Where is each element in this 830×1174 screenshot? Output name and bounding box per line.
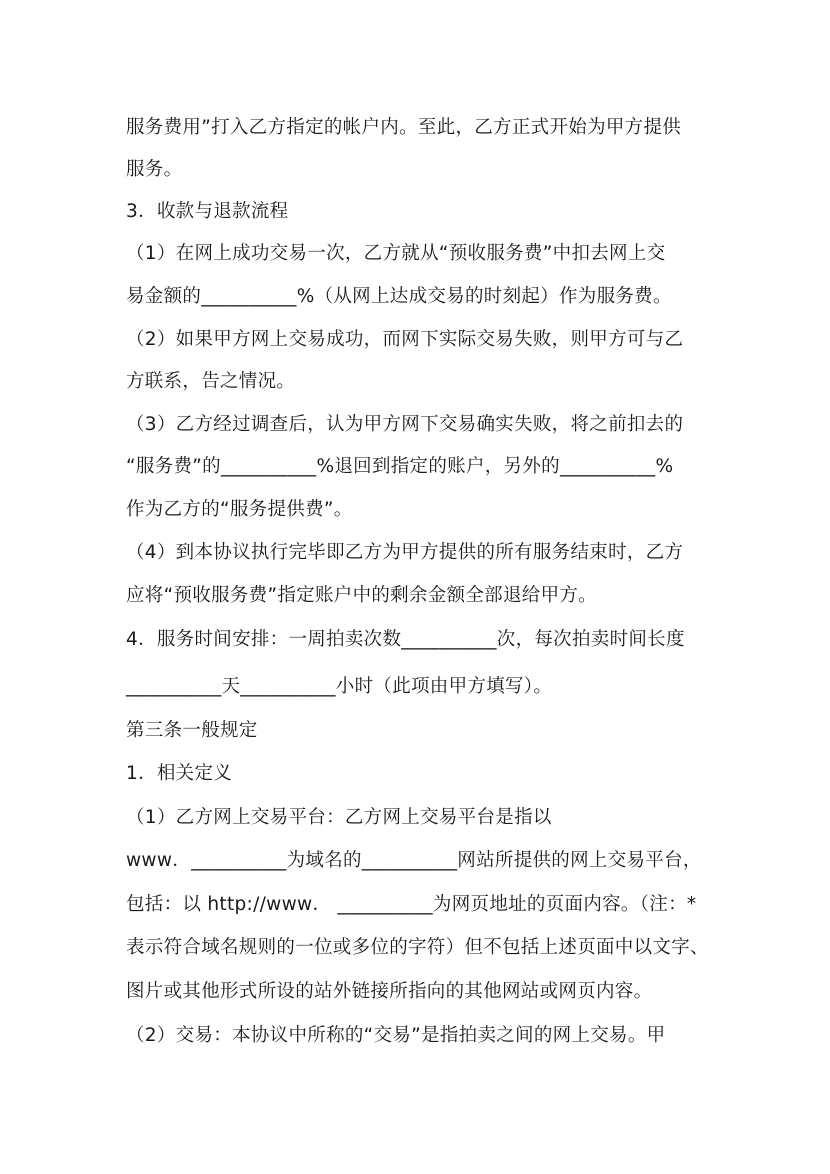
text-line: （3）乙方经过调查后，认为甲方网下交易确实失败，将之前扣去的 [126, 414, 684, 435]
text-line: 图片或其他形式所设的站外链接所指向的其他网站或网页内容。 [126, 981, 653, 1002]
text-line: www．__________为域名的__________网站所提供的网上交易平台， [126, 850, 702, 871]
text-line: “服务费”的__________%退回到指定的账户，另外的__________% [126, 456, 674, 477]
text-line: （2）交易：本协议中所称的“交易”是指拍卖之间的网上交易。甲 [126, 1025, 666, 1046]
text-line: 应将“预收服务费”指定账户中的剩余金额全部退给甲方。 [126, 585, 597, 606]
text-line: 包括：以 http://www． __________为网页地址的页面内容。（注：* [126, 894, 697, 915]
text-line: （1）在网上成功交易一次，乙方就从“预收服务费”中扣去网上交 [126, 243, 666, 264]
article-heading: 第三条一般规定 [126, 720, 258, 741]
text-line: （1）乙方网上交易平台：乙方网上交易平台是指以 [126, 807, 552, 828]
text-line: 服务。 [126, 159, 183, 180]
text-line: （2）如果甲方网上交易成功，而网下实际交易失败，则甲方可与乙 [126, 329, 684, 350]
text-line: （4）到本协议执行完毕即乙方为甲方提供的所有服务结束时，乙方 [126, 542, 684, 563]
text-line: 服务费用”打入乙方指定的帐户内。至此，乙方正式开始为甲方提供 [126, 117, 682, 138]
section-heading: 1．相关定义 [126, 763, 233, 784]
text-line: __________天__________小时（此项由甲方填写）。 [126, 676, 553, 697]
section-heading: 4．服务时间安排：一周拍卖次数__________次，每次拍卖时间长度 [126, 629, 685, 650]
text-line: 作为乙方的“服务提供费”。 [126, 499, 353, 520]
section-heading: 3．收款与退款流程 [126, 201, 289, 222]
text-line: 易金额的__________%（从网上达成交易的时刻起）作为服务费。 [126, 286, 672, 307]
text-line: 方联系，告之情况。 [126, 371, 296, 392]
text-line: 表示符合域名规则的一位或多位的字符）但不包括上述页面中以文字、 [126, 937, 709, 958]
